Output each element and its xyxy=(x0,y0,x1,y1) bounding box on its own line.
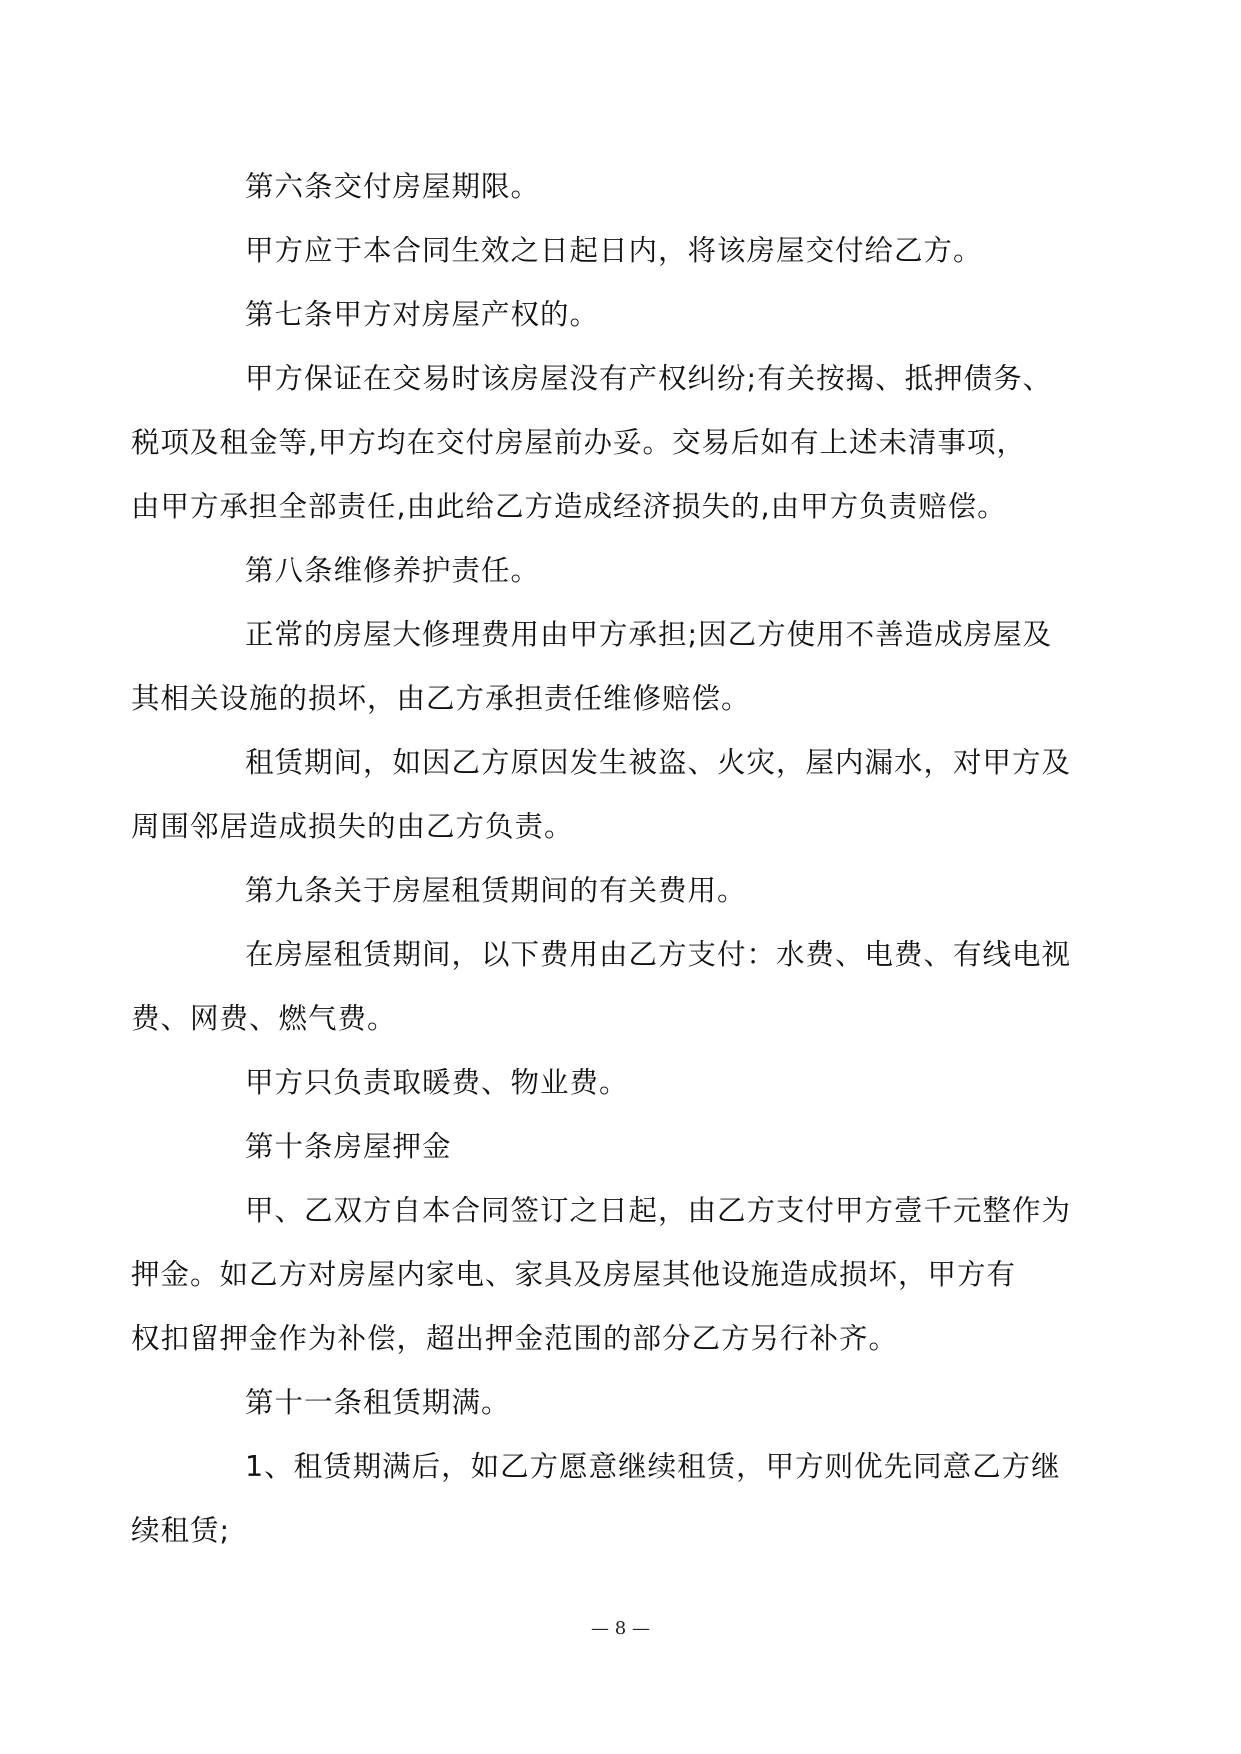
text-line: 第九条关于房屋租赁期间的有关费用。 xyxy=(245,874,747,907)
text-line: 第七条甲方对房屋产权的。 xyxy=(245,298,600,331)
paragraph-article-8-title xyxy=(188,539,1058,603)
paragraph-article-7-title xyxy=(188,283,1058,347)
paragraph-article-11-title xyxy=(188,1371,1058,1435)
paragraph-article-10-title xyxy=(188,1115,1058,1179)
text-line: 正常的房屋大修理费用由甲方承担;因乙方使用不善造成房屋及 xyxy=(245,618,1053,651)
text-line: 税项及租金等,甲方均在交付房屋前办妥。交易后如有上述未清事项， xyxy=(131,426,1027,459)
text-line: 甲方只负责取暖费、物业费。 xyxy=(245,1066,629,1099)
paragraph-article-8-body-2 xyxy=(131,731,1072,859)
paragraph-article-9-body-2 xyxy=(188,1051,1058,1115)
text-line: 第十一条租赁期满。 xyxy=(245,1386,511,1419)
text-line: 第十条房屋押金 xyxy=(245,1130,452,1163)
text-line: 周围邻居造成损失的由乙方负责。 xyxy=(131,810,574,843)
text-line: 第六条交付房屋期限。 xyxy=(245,170,541,203)
paragraph-article-8-body-1 xyxy=(131,603,1058,731)
paragraph-article-10-body xyxy=(131,1179,1072,1371)
paragraph-article-9-title xyxy=(188,859,1058,923)
paragraph-article-9-body-1 xyxy=(131,923,1072,1051)
text-line: 甲方保证在交易时该房屋没有产权纠纷;有关按揭、抵押债务、 xyxy=(245,362,1053,395)
text-line: 费、网费、燃气费。 xyxy=(131,1002,397,1035)
text-line: 其相关设施的损坏，由乙方承担责任维修赔偿。 xyxy=(131,682,751,715)
text-line: 1、租赁期满后，如乙方愿意继续租赁，甲方则优先同意乙方继 xyxy=(245,1450,1061,1483)
text-line: 权扣留押金作为补偿，超出押金范围的部分乙方另行补齐。 xyxy=(131,1322,899,1355)
text-line: 押金。如乙方对房屋内家电、家具及房屋其他设施造成损坏，甲方有 xyxy=(131,1258,1017,1291)
text-line: 租赁期间，如因乙方原因发生被盗、火灾，屋内漏水，对甲方及 xyxy=(245,746,1072,779)
text-line: 甲方应于本合同生效之日起日内，将该房屋交付给乙方。 xyxy=(245,234,983,267)
text-line: 第八条维修养护责任。 xyxy=(245,554,541,587)
text-line: 由甲方承担全部责任,由此给乙方造成经济损失的,由甲方负责赔偿。 xyxy=(131,490,1007,523)
paragraph-article-11-item-1 xyxy=(131,1435,1061,1563)
paragraph-article-6-title xyxy=(188,155,1058,219)
text-line: 续租赁; xyxy=(131,1514,231,1547)
document-body xyxy=(131,155,1072,1563)
page-number: — 8 — xyxy=(591,1618,650,1639)
text-line: 甲、乙双方自本合同签订之日起，由乙方支付甲方壹千元整作为 xyxy=(245,1194,1072,1227)
text-line: 在房屋租赁期间，以下费用由乙方支付：水费、电费、有线电视 xyxy=(245,938,1072,971)
paragraph-article-6-body xyxy=(188,219,1058,283)
paragraph-article-7-body xyxy=(131,347,1058,539)
